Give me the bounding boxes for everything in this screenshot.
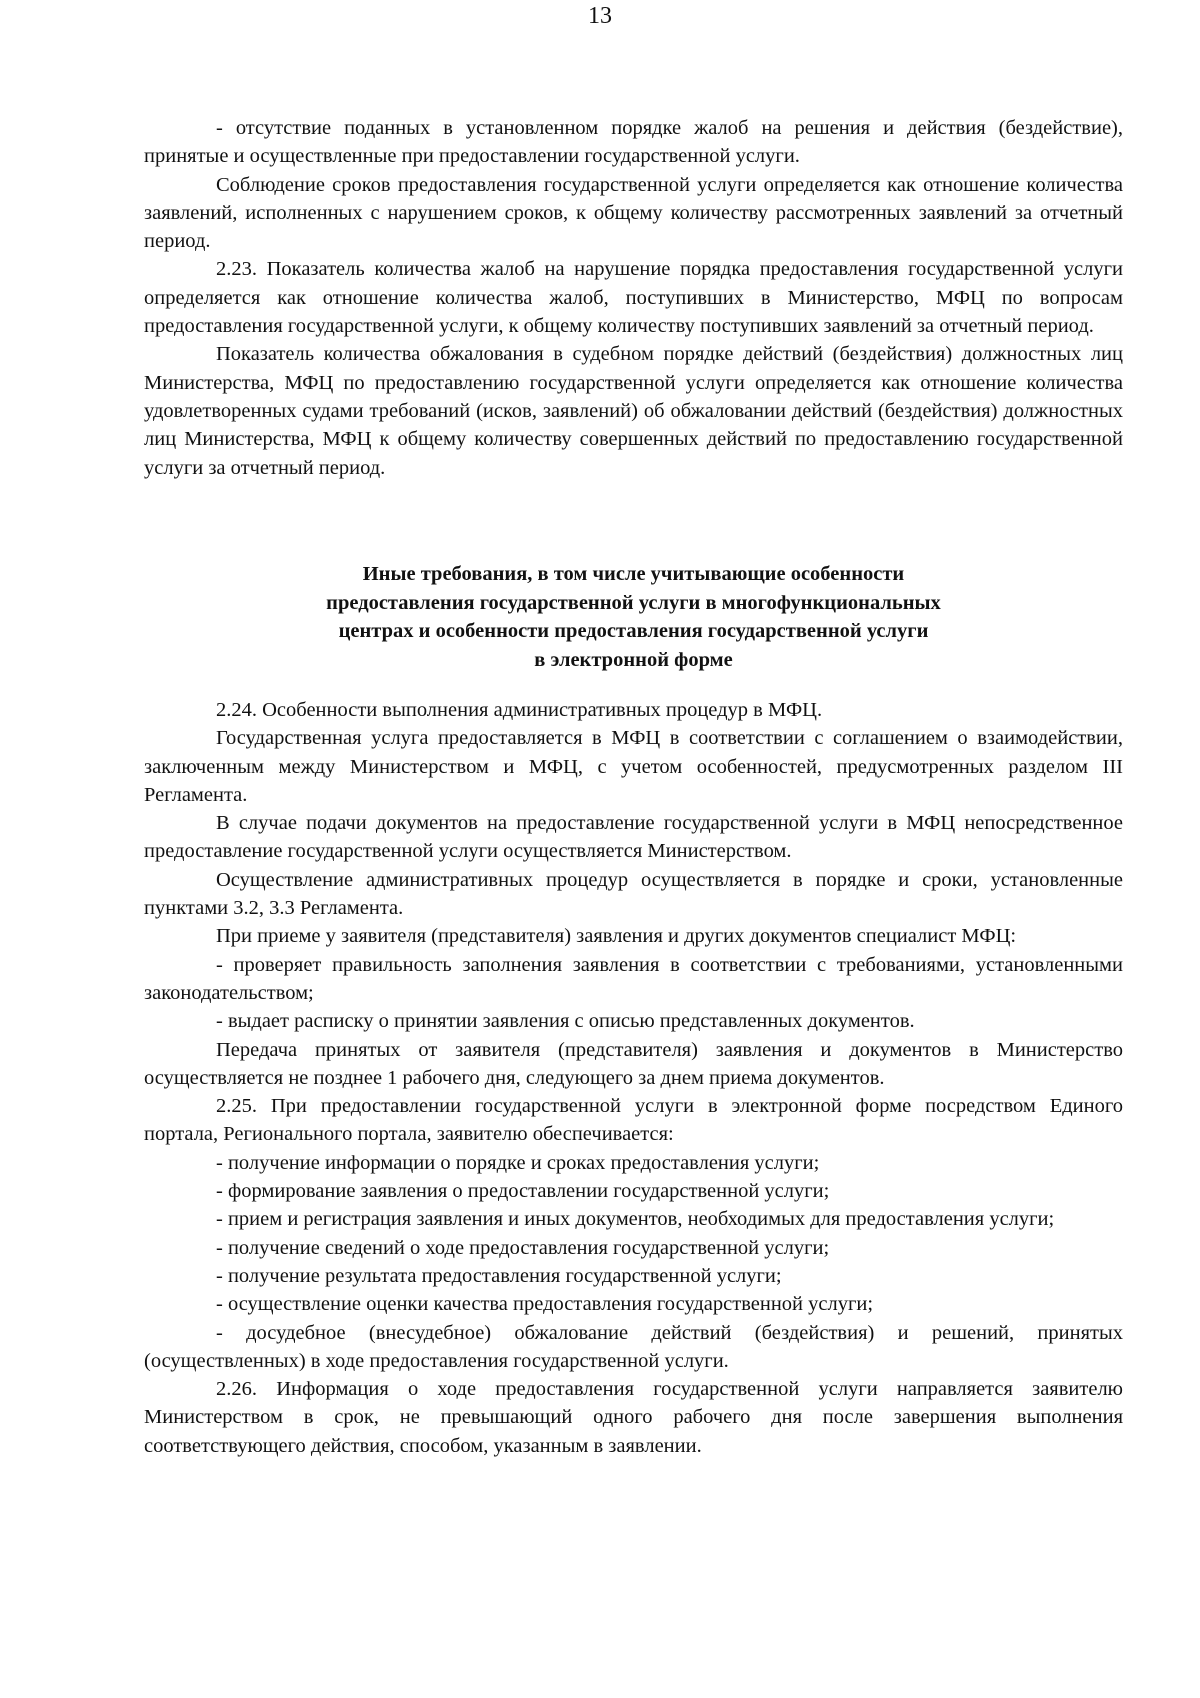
section-text-bottom	[144, 696, 1123, 1460]
paragraph-deadline-compliance: Соблюдение сроков предоставления государственной услуги определяется как отношение количества заявлений, исполненных с нарушением сроков, к общему количеству рассмотренных заявлений за отчетный период.	[144, 173, 1123, 253]
list-item: - осуществление оценки качества предоставления государственной услуги;	[216, 1293, 874, 1316]
paragraph-mfc-agreement: Государственная услуга предоставляется в МФЦ в соответствии с соглашением о взаимодействии, заключенным между Министерством и МФЦ, с учетом особенностей, предусмотренных разделом III Регламента.	[144, 727, 1123, 806]
paragraph-2-25: 2.25. При предоставлении государственной услуги в электронной форме посредством Единого портала, Регионального портала, заявителю обеспечивается:	[144, 1095, 1123, 1146]
paragraph-mfc-submission: В случае подачи документов на предоставление государственной услуги в МФЦ непосредственное предоставление государственной услуги осуществляется Министерством.	[144, 812, 1123, 863]
page-number: 13	[588, 3, 612, 29]
list-item: - досудебное (внесудебное) обжалование действий (бездействия) и решений, принятых (осуществленных) в ходе предоставления государственной услуги.	[144, 1321, 1123, 1372]
paragraph-procedures: Осуществление административных процедур осуществляется в порядке и сроки, установленные пунктами 3.2, 3.3 Регламента.	[144, 868, 1123, 920]
paragraph-court-appeals: Показатель количества обжалования в судебном порядке действий (бездействия) должностных лиц Министерства, МФЦ по предоставлению государственной услуги определяется как отношение количества удовлетворенных судами требований (исков, заявлений) об обжаловании действий (бездействия) должностных лиц Министерства, МФЦ к общему количеству совершенных действий по предоставлению государственной услуги за отчетный период.	[144, 343, 1123, 479]
paragraph-2-26: 2.26. Информация о ходе предоставления государственной услуги направляется заявителю Министерством в срок, не превышающий одного рабочего дня после завершения выполнения соответствующего действия, способом, указанным в заявлении.	[144, 1378, 1123, 1457]
heading-line: в электронной форме	[534, 648, 733, 671]
list-item: - формирование заявления о предоставлении государственной услуги;	[216, 1180, 830, 1203]
heading-line: центрах и особенности предоставления государственной услуги	[338, 620, 929, 642]
list-item: - проверяет правильность заполнения заявления в соответствии с требованиями, установленными законодательством;	[144, 953, 1123, 1004]
heading-line: Иные требования, в том числе учитывающие особенности	[362, 563, 905, 585]
paragraph-document-transfer: Передача принятых от заявителя (представителя) заявления и документов в Министерство осуществляется не позднее 1 рабочего дня, следующего за днем приема документов.	[144, 1038, 1123, 1089]
list-item: - получение информации о порядке и сроках предоставления услуги;	[216, 1151, 820, 1174]
section-text-top	[144, 114, 1123, 482]
list-item: - получение сведений о ходе предоставления государственной услуги;	[216, 1236, 830, 1259]
heading-line: предоставления государственной услуги в многофункциональных	[326, 591, 941, 614]
section-heading	[144, 560, 1123, 674]
paragraph-complaints-absence: - отсутствие поданных в установленном порядке жалоб на решения и действия (бездействие), принятые и осуществленные при предоставлении государственной услуги.	[144, 117, 1123, 168]
list-item: - выдает расписку о принятии заявления с описью представленных документов.	[216, 1010, 915, 1033]
paragraph-specialist-intake: При приеме у заявителя (представителя) заявления и других документов специалист МФЦ:	[216, 925, 1017, 948]
list-item: - прием и регистрация заявления и иных документов, необходимых для предоставления услуги;	[216, 1208, 1055, 1231]
paragraph-2-23: 2.23. Показатель количества жалоб на нарушение порядка предоставления государственной услуги определяется как отношение количества жалоб, поступивших в Министерство, МФЦ по вопросам предоставления государственной услуги, к общему количеству поступивших заявлений за отчетный период.	[144, 258, 1123, 338]
paragraph-2-24: 2.24. Особенности выполнения административных процедур в МФЦ.	[216, 699, 823, 721]
list-item: - получение результата предоставления государственной услуги;	[216, 1264, 782, 1287]
